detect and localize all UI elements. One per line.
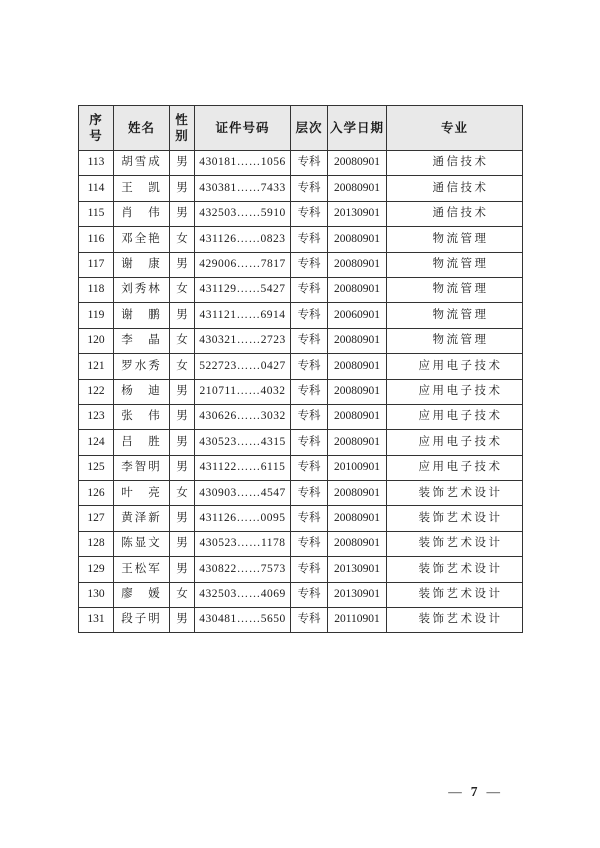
cell-level: 专科 — [291, 328, 328, 353]
table-header-row — [79, 106, 523, 151]
cell-index: 117 — [79, 252, 114, 277]
cell-id: 432503……5910 — [195, 201, 291, 226]
cell-id: 430523……1178 — [195, 531, 291, 556]
cell-major: 装饰艺术设计 — [387, 481, 523, 506]
cell-date: 20080901 — [328, 379, 387, 404]
cell-id: 431129……5427 — [195, 277, 291, 302]
table-row — [79, 252, 523, 277]
cell-level: 专科 — [291, 506, 328, 531]
cell-major: 应用电子技术 — [387, 455, 523, 480]
cell-name: 吕 胜 — [114, 430, 170, 455]
cell-gender: 男 — [170, 608, 195, 633]
page-number: 7 — [470, 784, 478, 799]
cell-level: 专科 — [291, 557, 328, 582]
cell-date: 20130901 — [328, 582, 387, 607]
cell-id: 431121……6914 — [195, 303, 291, 328]
cell-id: 430381……7433 — [195, 176, 291, 201]
page-footer — [0, 784, 500, 800]
cell-gender: 男 — [170, 303, 195, 328]
cell-date: 20080901 — [328, 328, 387, 353]
cell-level: 专科 — [291, 379, 328, 404]
cell-index: 116 — [79, 227, 114, 252]
cell-date: 20080901 — [328, 531, 387, 556]
cell-name: 廖 媛 — [114, 582, 170, 607]
table-row — [79, 151, 523, 176]
cell-name: 张 伟 — [114, 404, 170, 429]
cell-gender: 男 — [170, 201, 195, 226]
table-row — [79, 481, 523, 506]
cell-major: 物流管理 — [387, 227, 523, 252]
cell-level: 专科 — [291, 252, 328, 277]
cell-name: 黄泽新 — [114, 506, 170, 531]
cell-date: 20110901 — [328, 608, 387, 633]
cell-id: 431126……0095 — [195, 506, 291, 531]
table-row — [79, 176, 523, 201]
cell-gender: 男 — [170, 151, 195, 176]
cell-major: 应用电子技术 — [387, 430, 523, 455]
cell-id: 210711……4032 — [195, 379, 291, 404]
table-row — [79, 328, 523, 353]
header-major: 专业 — [387, 106, 523, 151]
table-row — [79, 582, 523, 607]
cell-id: 430181……1056 — [195, 151, 291, 176]
table-row — [79, 201, 523, 226]
cell-name: 李 晶 — [114, 328, 170, 353]
cell-index: 119 — [79, 303, 114, 328]
cell-date: 20080901 — [328, 354, 387, 379]
cell-index: 131 — [79, 608, 114, 633]
cell-index: 122 — [79, 379, 114, 404]
cell-level: 专科 — [291, 277, 328, 302]
cell-name: 刘秀林 — [114, 277, 170, 302]
cell-name: 王松军 — [114, 557, 170, 582]
header-id: 证件号码 — [195, 106, 291, 151]
cell-level: 专科 — [291, 176, 328, 201]
cell-major: 装饰艺术设计 — [387, 531, 523, 556]
cell-id: 522723……0427 — [195, 354, 291, 379]
student-roster-table-container — [78, 105, 523, 633]
cell-gender: 女 — [170, 277, 195, 302]
table-row — [79, 608, 523, 633]
cell-date: 20080901 — [328, 506, 387, 531]
cell-date: 20080901 — [328, 151, 387, 176]
header-date: 入学日期 — [328, 106, 387, 151]
cell-gender: 女 — [170, 354, 195, 379]
cell-major: 通信技术 — [387, 176, 523, 201]
cell-level: 专科 — [291, 455, 328, 480]
cell-level: 专科 — [291, 404, 328, 429]
cell-gender: 男 — [170, 176, 195, 201]
cell-date: 20080901 — [328, 404, 387, 429]
cell-name: 胡雪成 — [114, 151, 170, 176]
footer-left-dash: — — [448, 784, 462, 799]
cell-name: 谢 康 — [114, 252, 170, 277]
cell-major: 物流管理 — [387, 277, 523, 302]
cell-index: 126 — [79, 481, 114, 506]
cell-index: 123 — [79, 404, 114, 429]
cell-name: 罗水秀 — [114, 354, 170, 379]
cell-name: 邓全艳 — [114, 227, 170, 252]
student-roster-table — [78, 105, 523, 633]
table-body — [79, 151, 523, 633]
cell-major: 应用电子技术 — [387, 354, 523, 379]
table-row — [79, 557, 523, 582]
cell-index: 114 — [79, 176, 114, 201]
cell-index: 121 — [79, 354, 114, 379]
cell-id: 430903……4547 — [195, 481, 291, 506]
cell-date: 20080901 — [328, 227, 387, 252]
cell-level: 专科 — [291, 151, 328, 176]
cell-id: 429006……7817 — [195, 252, 291, 277]
header-index: 序 号 — [79, 106, 114, 151]
table-row — [79, 506, 523, 531]
cell-level: 专科 — [291, 354, 328, 379]
cell-index: 129 — [79, 557, 114, 582]
cell-date: 20130901 — [328, 201, 387, 226]
cell-date: 20080901 — [328, 252, 387, 277]
cell-name: 杨 迪 — [114, 379, 170, 404]
cell-index: 130 — [79, 582, 114, 607]
cell-name: 叶 亮 — [114, 481, 170, 506]
cell-date: 20080901 — [328, 277, 387, 302]
cell-gender: 女 — [170, 328, 195, 353]
header-name: 姓名 — [114, 106, 170, 151]
cell-gender: 男 — [170, 557, 195, 582]
cell-id: 430626……3032 — [195, 404, 291, 429]
cell-major: 装饰艺术设计 — [387, 608, 523, 633]
cell-level: 专科 — [291, 608, 328, 633]
cell-date: 20080901 — [328, 481, 387, 506]
cell-id: 431126……0823 — [195, 227, 291, 252]
cell-level: 专科 — [291, 303, 328, 328]
cell-level: 专科 — [291, 430, 328, 455]
table-row — [79, 277, 523, 302]
cell-gender: 男 — [170, 379, 195, 404]
header-level: 层次 — [291, 106, 328, 151]
cell-id: 431122……6115 — [195, 455, 291, 480]
table-row — [79, 531, 523, 556]
cell-level: 专科 — [291, 201, 328, 226]
cell-index: 113 — [79, 151, 114, 176]
table-row — [79, 455, 523, 480]
cell-name: 王 凯 — [114, 176, 170, 201]
cell-name: 谢 鹏 — [114, 303, 170, 328]
cell-index: 115 — [79, 201, 114, 226]
table-row — [79, 430, 523, 455]
cell-date: 20080901 — [328, 430, 387, 455]
cell-name: 段子明 — [114, 608, 170, 633]
cell-name: 肖 伟 — [114, 201, 170, 226]
cell-major: 应用电子技术 — [387, 404, 523, 429]
cell-date: 20060901 — [328, 303, 387, 328]
cell-gender: 女 — [170, 582, 195, 607]
cell-index: 124 — [79, 430, 114, 455]
cell-date: 20130901 — [328, 557, 387, 582]
table-row — [79, 354, 523, 379]
cell-index: 125 — [79, 455, 114, 480]
cell-id: 430481……5650 — [195, 608, 291, 633]
cell-gender: 男 — [170, 404, 195, 429]
cell-level: 专科 — [291, 531, 328, 556]
footer-right-dash: — — [486, 784, 500, 799]
header-gender: 性 别 — [170, 106, 195, 151]
cell-index: 128 — [79, 531, 114, 556]
cell-major: 物流管理 — [387, 252, 523, 277]
cell-level: 专科 — [291, 481, 328, 506]
cell-id: 432503……4069 — [195, 582, 291, 607]
cell-gender: 女 — [170, 227, 195, 252]
cell-gender: 女 — [170, 481, 195, 506]
table-row — [79, 379, 523, 404]
cell-level: 专科 — [291, 227, 328, 252]
cell-major: 通信技术 — [387, 201, 523, 226]
table-row — [79, 227, 523, 252]
cell-name: 李智明 — [114, 455, 170, 480]
cell-name: 陈显文 — [114, 531, 170, 556]
cell-major: 应用电子技术 — [387, 379, 523, 404]
cell-major: 装饰艺术设计 — [387, 506, 523, 531]
cell-gender: 男 — [170, 531, 195, 556]
cell-gender: 男 — [170, 252, 195, 277]
cell-gender: 男 — [170, 430, 195, 455]
cell-date: 20100901 — [328, 455, 387, 480]
cell-index: 118 — [79, 277, 114, 302]
cell-major: 装饰艺术设计 — [387, 557, 523, 582]
cell-index: 120 — [79, 328, 114, 353]
cell-level: 专科 — [291, 582, 328, 607]
cell-id: 430523……4315 — [195, 430, 291, 455]
cell-major: 物流管理 — [387, 328, 523, 353]
table-row — [79, 303, 523, 328]
cell-major: 装饰艺术设计 — [387, 582, 523, 607]
table-row — [79, 404, 523, 429]
cell-gender: 男 — [170, 506, 195, 531]
cell-index: 127 — [79, 506, 114, 531]
cell-major: 物流管理 — [387, 303, 523, 328]
cell-id: 430822……7573 — [195, 557, 291, 582]
cell-date: 20080901 — [328, 176, 387, 201]
cell-major: 通信技术 — [387, 151, 523, 176]
cell-gender: 男 — [170, 455, 195, 480]
cell-id: 430321……2723 — [195, 328, 291, 353]
